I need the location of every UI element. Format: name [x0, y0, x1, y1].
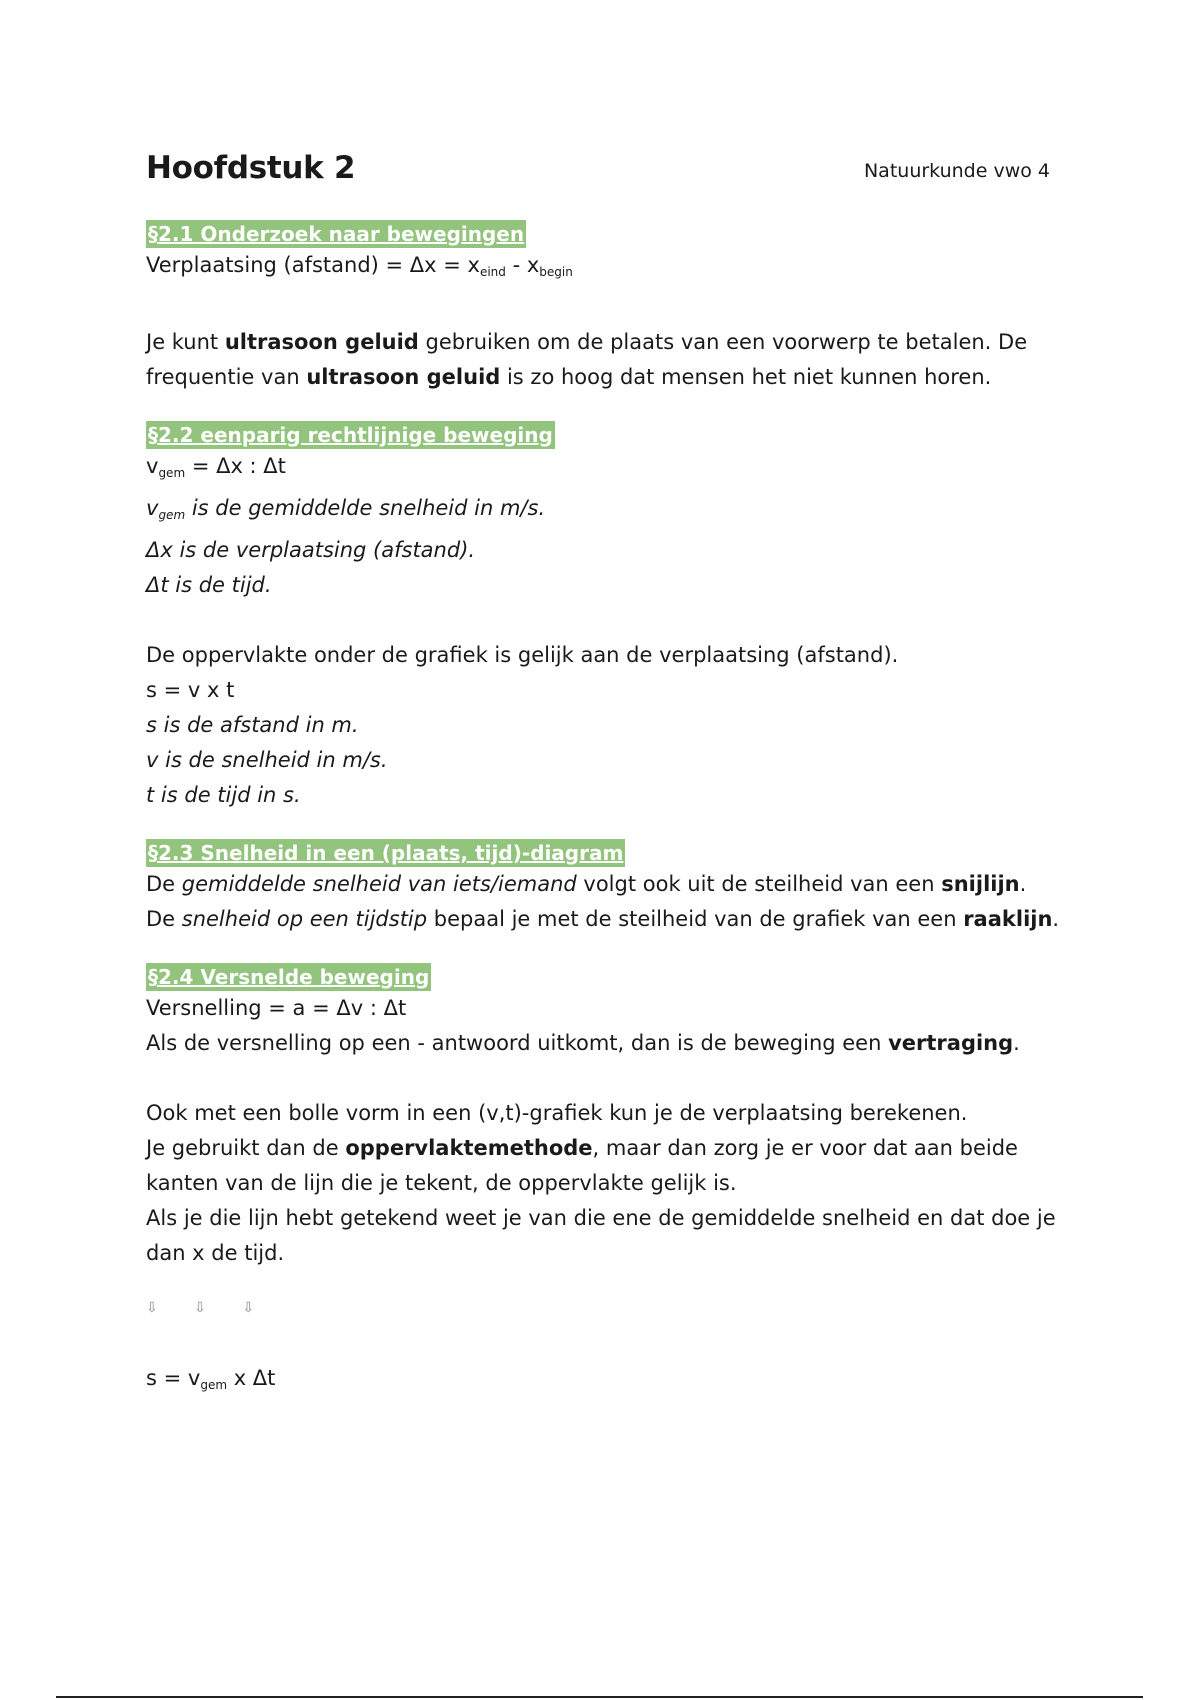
definition-dt: Δt is de tijd. [146, 573, 272, 597]
section-heading-2-1: §2.1 Onderzoek naar bewegingen [148, 222, 525, 246]
displacement-formula: Verplaatsing $(afstand) = \Delta x = x_{eind} - x_{begin}$ [146, 253, 573, 279]
footer-divider [56, 1696, 1143, 1698]
down-arrow-icons: ⇩ ⇩ ⇩ [146, 1300, 271, 1316]
paragraph-area-under-graph: De oppervlakte onder de grafiek is gelijk aan de verplaatsing (afstand). [146, 643, 899, 667]
paragraph-curved-graph-4: Als je die lijn hebt getekend weet je van die ene de gemiddelde snelheid en dat doe je [146, 1206, 1056, 1230]
paragraph-secant: De gemiddelde snelheid van iets/iemand volgt ook uit de steilheid van een snijlijn. [146, 872, 1027, 896]
definition-dx: Δx is de verplaatsing (afstand). [146, 538, 476, 562]
paragraph-curved-graph-3: kanten van de lijn die je tekent, de oppervlakte gelijk is. [146, 1171, 737, 1195]
page-title: Hoofdstuk 2 [146, 150, 356, 186]
paragraph-deceleration: Als de versnelling op een - antwoord uitkomt, dan is de beweging een vertraging. [146, 1031, 1020, 1055]
average-speed-formula: $v_{gem} = \Delta x$ : Δt [146, 454, 286, 480]
definition-v: v is de snelheid in m/s. [146, 748, 388, 772]
paragraph-curved-graph-5: dan x de tijd. [146, 1241, 285, 1265]
displacement-avg-speed-formula: $s = v_{gem}$ x Δt [146, 1366, 276, 1392]
section-heading-2-3: §2.3 Snelheid in een (plaats, tijd)-diagram [148, 841, 624, 865]
definition-t: t is de tijd in s. [146, 783, 301, 807]
paragraph-curved-graph-2: Je gebruikt dan de oppervlaktemethode, maar dan zorg je er voor dat aan beide [146, 1136, 1018, 1160]
subject-label: Natuurkunde vwo 4 [863, 160, 1050, 182]
paragraph-tangent: De snelheid op een tijdstip bepaal je met de steilheid van de grafiek van een raaklijn. [146, 907, 1060, 931]
acceleration-formula: Versnelling = a = Δv : Δt [146, 996, 407, 1020]
paragraph-ultrasound-2: frequentie van ultrasoon geluid is zo hoog dat mensen het niet kunnen horen. [146, 365, 992, 389]
definition-s: s is de afstand in m. [146, 713, 359, 737]
document-header [146, 150, 1056, 192]
document-page [146, 150, 1060, 1403]
paragraph-ultrasound-1: Je kunt ultrasoon geluid gebruiken om de plaats van een voorwerp te betalen. De [146, 330, 1028, 354]
definition-vgem: $v_{gem}$ is de gemiddelde snelheid in m/s. [146, 496, 546, 522]
distance-formula: s = v x t [146, 678, 235, 702]
section-heading-2-2: §2.2 eenparig rechtlijnige beweging [148, 423, 553, 447]
paragraph-curved-graph-1: Ook met een bolle vorm in een (v,t)-grafiek kun je de verplaatsing berekenen. [146, 1101, 968, 1125]
section-heading-2-4: §2.4 Versnelde beweging [148, 965, 430, 989]
